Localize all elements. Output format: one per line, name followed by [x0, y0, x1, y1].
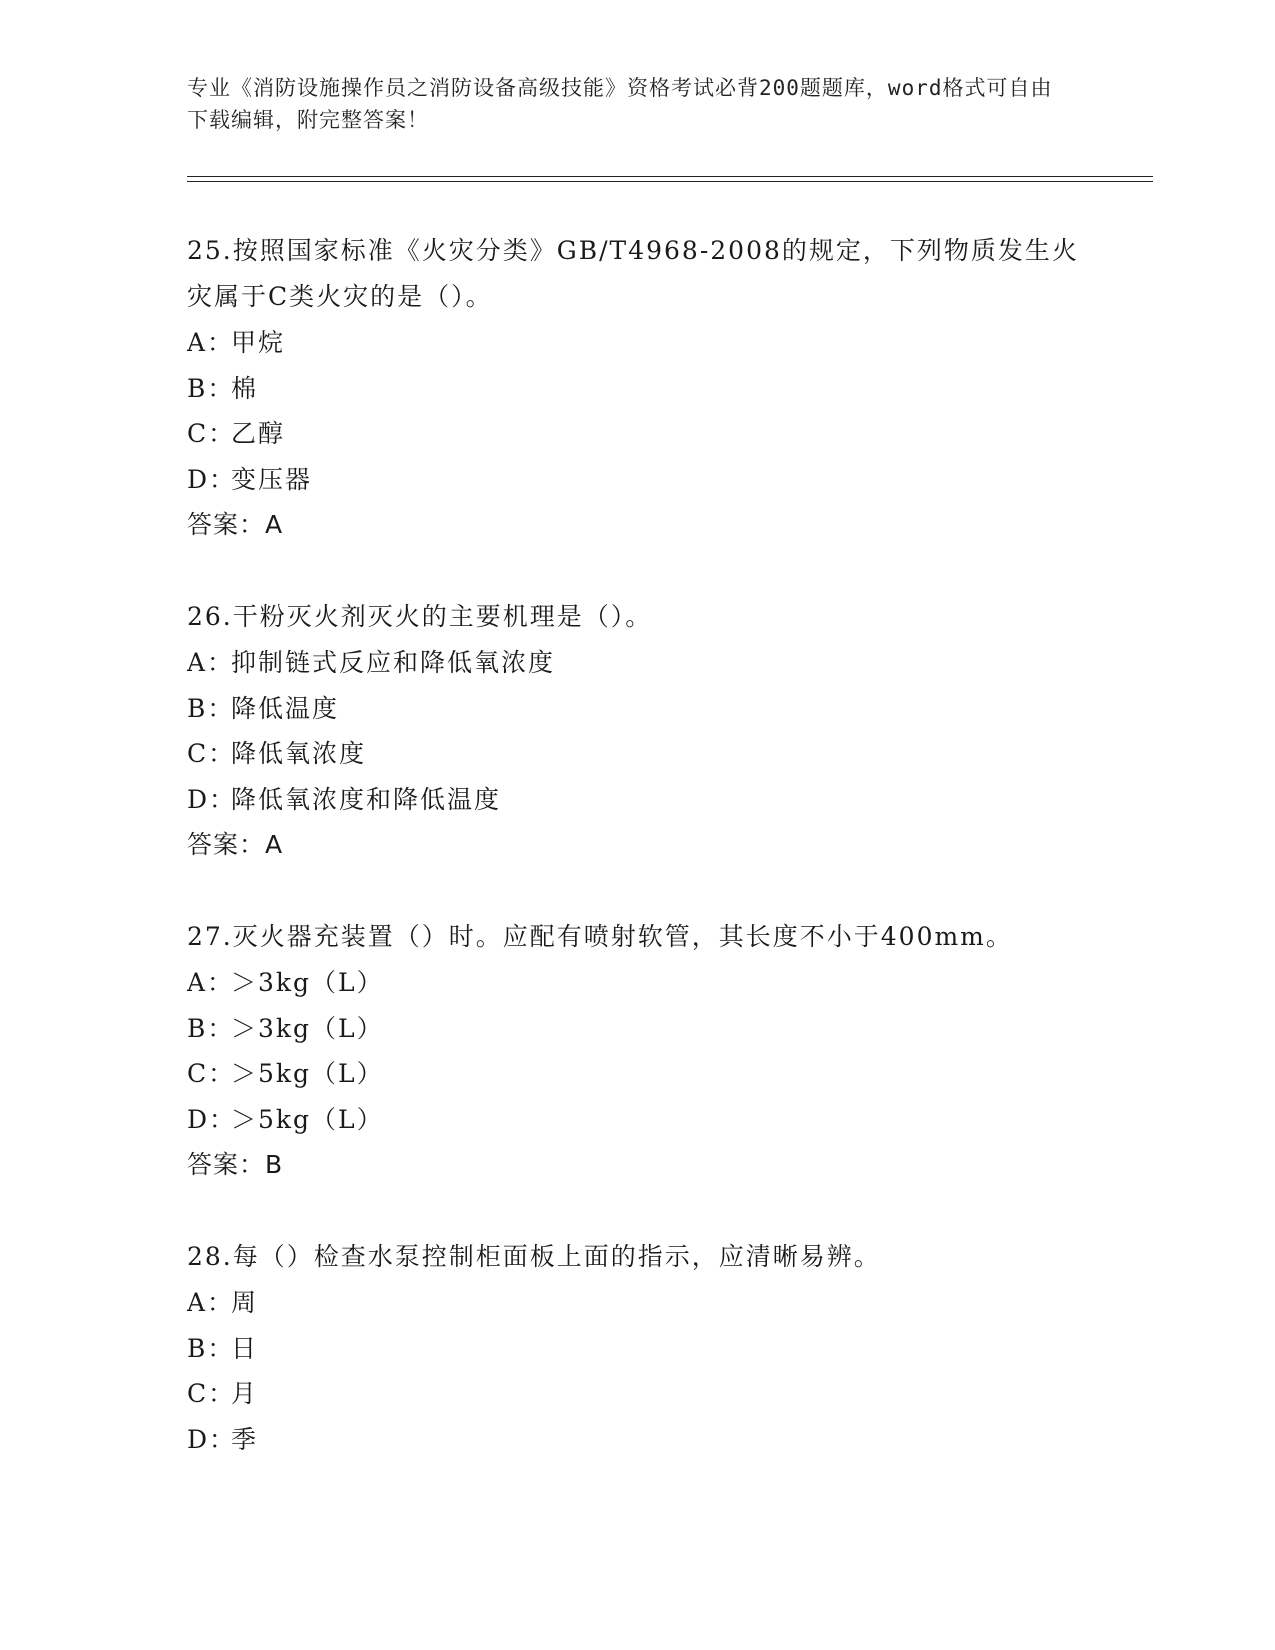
option-text: ＞3kg（L）	[231, 968, 384, 997]
option-text: 棉	[231, 373, 259, 403]
option-label: D：	[187, 464, 237, 494]
question-item	[187, 228, 1087, 548]
option-label: A：	[187, 1288, 235, 1317]
option-label: C：	[187, 1059, 236, 1088]
option-c	[187, 1371, 1087, 1417]
option-b	[187, 686, 1087, 732]
option-text: 季	[231, 1424, 259, 1454]
question-stem: 25.按照国家标准《火灾分类》GB/T4968-2008的规定，下列物质发生火灾属于C类火灾的是（）。	[187, 236, 1079, 311]
option-label: D：	[187, 784, 237, 814]
option-label: C：	[187, 419, 236, 448]
option-label: A：	[187, 328, 235, 357]
option-label: D：	[187, 1424, 237, 1454]
option-b	[187, 1006, 1087, 1052]
option-text: 降低氧浓度和降低温度	[231, 784, 502, 814]
option-a	[187, 320, 1087, 366]
option-label: C：	[187, 1379, 236, 1408]
option-label: B：	[187, 373, 235, 403]
option-d	[187, 1097, 1087, 1143]
option-text: 降低温度	[231, 693, 340, 723]
option-c	[187, 411, 1087, 457]
option-text: 抑制链式反应和降低氧浓度	[231, 648, 556, 677]
question-item	[187, 914, 1087, 1188]
option-c	[187, 1051, 1087, 1097]
question-stem: 26.干粉灭火剂灭火的主要机理是（）。	[187, 602, 653, 631]
option-a	[187, 640, 1087, 686]
option-text: 日	[231, 1333, 259, 1363]
header-divider-top	[187, 176, 1153, 177]
option-label: A：	[187, 968, 235, 997]
option-a	[187, 1280, 1087, 1326]
option-d	[187, 457, 1087, 503]
option-label: A：	[187, 648, 235, 677]
option-text: ＞5kg（L）	[231, 1104, 384, 1134]
question-item	[187, 594, 1087, 868]
option-label: B：	[187, 1013, 235, 1043]
option-text: 甲烷	[231, 328, 286, 357]
answer-line: 答案：A	[187, 830, 284, 859]
option-text: 变压器	[231, 464, 313, 494]
option-d	[187, 1417, 1087, 1463]
header-divider-bottom	[187, 181, 1153, 182]
option-text: 乙醇	[231, 419, 286, 448]
option-b	[187, 366, 1087, 412]
question-stem: 27.灭火器充装置（）时。应配有喷射软管，其长度不小于400mm。	[187, 922, 1013, 951]
option-b	[187, 1326, 1087, 1372]
question-stem: 28.每（）检查水泵控制柜面板上面的指示，应清晰易辨。	[187, 1242, 881, 1271]
option-text: ＞3kg（L）	[231, 1013, 384, 1043]
option-label: C：	[187, 739, 236, 768]
question-list	[187, 228, 1087, 1508]
answer-line: 答案：B	[187, 1150, 284, 1179]
option-d	[187, 777, 1087, 823]
option-a	[187, 960, 1087, 1006]
document-header: 专业《消防设施操作员之消防设备高级技能》资格考试必背200题题库，word格式可自由下载编辑，附完整答案！	[187, 76, 1053, 132]
answer-line: 答案：A	[187, 510, 284, 539]
question-item	[187, 1234, 1087, 1462]
option-c	[187, 731, 1087, 777]
option-label: D：	[187, 1104, 237, 1134]
option-text: 月	[231, 1379, 259, 1408]
option-label: B：	[187, 693, 235, 723]
option-text: 降低氧浓度	[231, 739, 367, 768]
option-text: ＞5kg（L）	[231, 1059, 384, 1088]
option-text: 周	[231, 1288, 259, 1317]
option-label: B：	[187, 1333, 235, 1363]
